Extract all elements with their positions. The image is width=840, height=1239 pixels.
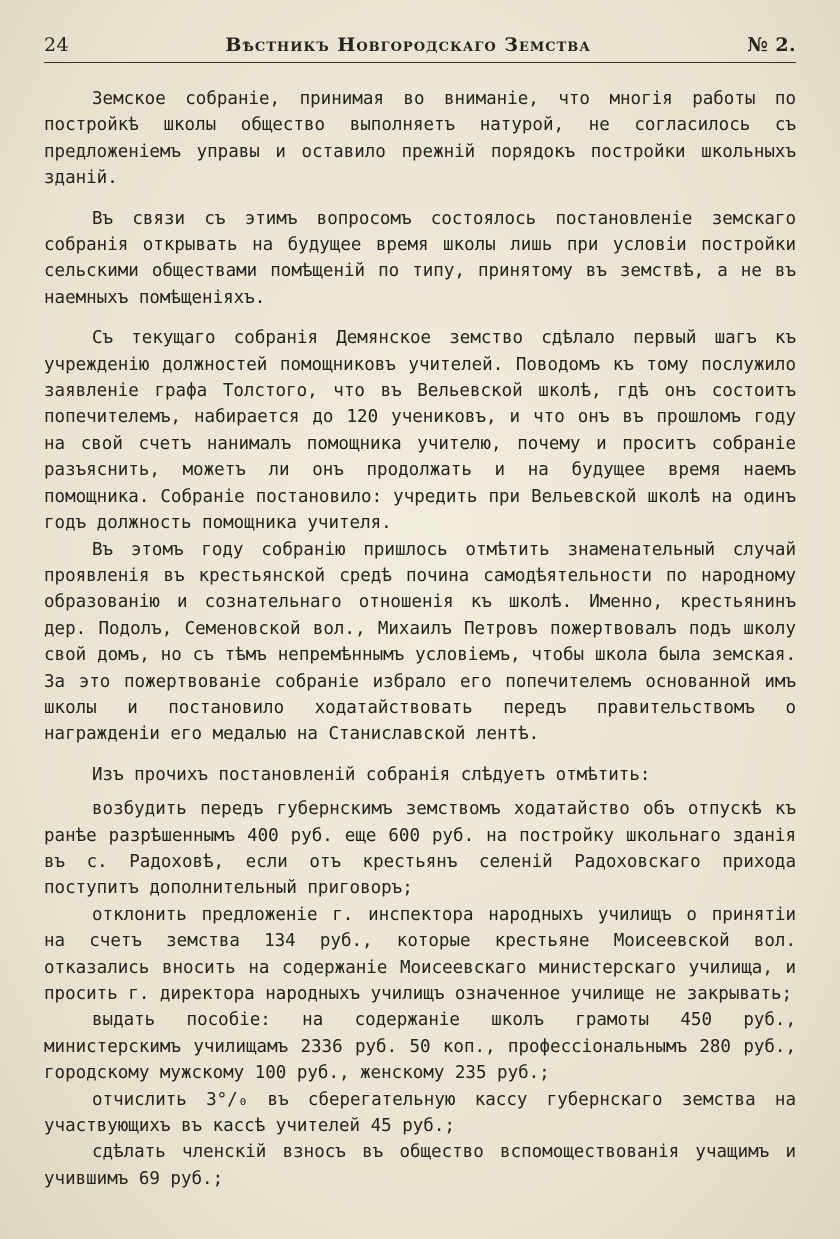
header-rule: [44, 62, 796, 63]
paragraph-4: Въ этомъ году собранію пришлось отмѣтить знаменательный случай проявленія въ крестьянской средѣ почина самодѣятельности по народному образованію и сознательнаго отношенія къ школѣ. Именно, крестьянинъ дер. Подолъ, Семеновской вол., Михаилъ Петровъ пожертвовалъ подъ школу свой домъ, но съ тѣмъ непремѣннымъ условіемъ, чтобы школа была земская. За это пожертвованіе собраніе избрало его попечителемъ основанной имъ школы и постановило ходатайствовать передъ правительствомъ о награжденіи его медалью на Станиславской лентѣ.: [44, 539, 796, 745]
list-item-2: отклонить предложеніе г. инспектора народныхъ училищъ о принятіи на счетъ земства 134 руб., которые крестьяне Моисеевской вол. отказались вносить на содержаніе Моисеевскаго министерскаго училища, и просить г. директора народныхъ училищъ означенное училище не закрывать;: [44, 904, 796, 1004]
list-item-5: сдѣлать членскій взносъ въ общество вспомоществованія учащимъ и учившимъ 69 руб.;: [44, 1142, 796, 1189]
issue-number: № 2.: [747, 34, 796, 56]
journal-title: Вѣстникъ Новгородскаго Земства: [225, 34, 591, 56]
list-item-4: отчислить 3°/₀ въ сберегательную кассу губернскаго земства на участвующихъ въ кассѣ учителей 45 руб.;: [44, 1089, 796, 1137]
page-number: 24: [44, 34, 69, 56]
article-body: [44, 86, 796, 1192]
list-item-3: выдать пособіе: на содержаніе школъ грамоты 450 руб., министерскимъ училищамъ 2336 руб. 50 коп., профессіональнымъ 280 руб., городскому мужскому 100 руб., женскому 235 руб.;: [44, 1010, 796, 1084]
paragraph-2: Въ связи съ этимъ вопросомъ состоялось постановленіе земскаго собранія открывать на будущее время школы лишь при условіи постройки сельскими обществами помѣщеній по типу, принятому въ земствѣ, а не въ наемныхъ помѣщеніяхъ.: [44, 208, 796, 308]
paragraph-5: Изъ прочихъ постановленій собранія слѣдуетъ отмѣтить:: [92, 764, 651, 785]
paragraph-3: Съ текущаго собранія Демянское земство сдѣлало первый шагъ къ учрежденію должностей помощниковъ учителей. Поводомъ къ тому послужило заявленіе графа Толстого, что въ Вельевской школѣ, гдѣ онъ состоитъ попечителемъ, набирается до 120 учениковъ, и что онъ въ прошломъ году на свой счетъ нанималъ помощника учителю, почему и проситъ собраніе разъяснить, можетъ ли онъ продолжать и на будущее время наемъ помощника. Собраніе постановило: учредить при Вельевской школѣ на одинъ годъ должность помощника учителя.: [44, 328, 796, 534]
list-item-1: возбудить передъ губернскимъ земствомъ ходатайство объ отпускѣ къ ранѣе разрѣшеннымъ 400 руб. еще 600 руб. на постройку школьнаго зданія въ с. Радоховѣ, если отъ крестьянъ селеній Радоховскаго прихода поступитъ дополнительный приговоръ;: [44, 799, 796, 899]
running-header: [44, 34, 796, 58]
paragraph-1: Земское собраніе, принимая во вниманіе, что многія работы по постройкѣ школы общество выполняетъ натурой, не согласилось съ предложеніемъ управы и оставило прежній порядокъ постройки школьныхъ зданій.: [44, 89, 796, 189]
